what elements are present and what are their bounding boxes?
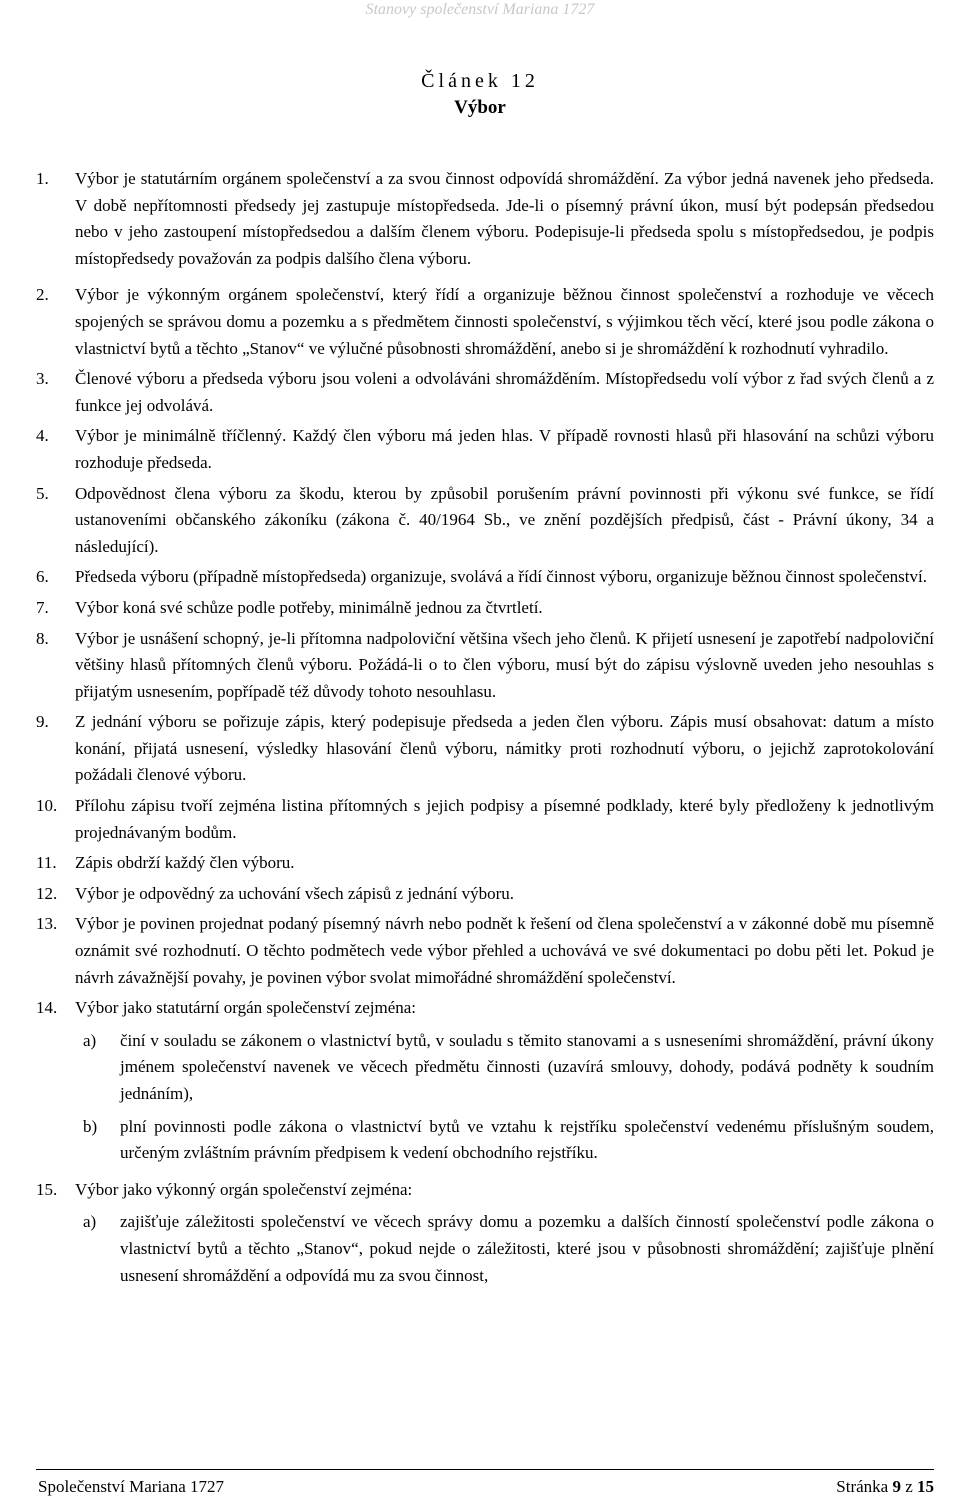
sub-item bbox=[75, 1114, 934, 1167]
page-prefix: Stránka bbox=[836, 1477, 889, 1496]
footer-organization: Společenství Mariana 1727 bbox=[38, 1477, 225, 1496]
item-text: Z jednání výboru se pořizuje zápis, který podepisuje předseda a jeden člen výboru. Zápis musí obsahovat: datum a místo konání, přijatá usnesení, výsledky hlasování členů výboru, námitky proti rozhodnutí výboru, o jejichž zaprotokolování požádali členové výboru. bbox=[75, 712, 934, 785]
item-text: Výbor jako statutární orgán společenství zejména: bbox=[75, 998, 417, 1018]
item-number: 4. bbox=[36, 426, 49, 446]
item-text: Zápis obdrží každý člen výboru. bbox=[75, 853, 295, 873]
sub-item bbox=[75, 1209, 934, 1289]
item-text: Výbor je usnášení schopný, je-li přítomna nadpoloviční většina všech jeho členů. K přijetí usnesení je zapotřebí nadpoloviční většiny hlasů přítomných členů výboru. Požádá-li o to člen výboru, musí být do zápisu výslovně uveden jeho nesouhlas s přijatým usnesením, popřípadě též důvody tohoto nesouhlasu. bbox=[75, 628, 934, 701]
item-number: 15. bbox=[36, 1179, 58, 1199]
sub-item-text: plní povinnosti podle zákona o vlastnictví bytů ve vztahu k rejstříku společenství vedenému příslušným soudem, určeným zvláštním právním předpisem k vedení obchodního rejstříku. bbox=[120, 1116, 934, 1163]
sub-item-label: a) bbox=[83, 1030, 97, 1050]
item-text: Výbor je statutárním orgánem společenství a za svou činnost odpovídá shromáždění. Za výbor jedná navenek jeho předseda. V době nepřítomnosti předsedy jej zastupuje místopředseda. Jde-li o písemný právní úkon, musí být podepsán předsedou nebo v jeho zastoupení místopředsedou a dalším členem výboru. Podepisuje-li předseda spolu s místopředsedou, je podpis místopředsedy považován za podpis dalšího člena výboru. bbox=[75, 169, 934, 268]
list-item bbox=[36, 793, 934, 846]
item-text-group bbox=[75, 1177, 934, 1295]
item-number: 14. bbox=[36, 998, 58, 1018]
list-item bbox=[36, 564, 934, 591]
item-number: 13. bbox=[36, 914, 58, 934]
article-title: Výbor bbox=[454, 97, 506, 118]
list-item bbox=[36, 595, 934, 622]
article-label: Článek 12 bbox=[421, 70, 539, 92]
list-item bbox=[36, 850, 934, 877]
item-text: Odpovědnost člena výboru za škodu, kterou by způsobil porušením právní povinnosti při výkonu své funkce, se řídí ustanoveními občanského zákoníku (zákona č. 40/1964 Sb., ve znění pozdějších předpisů, část - Právní úkony, 34 a následující). bbox=[75, 483, 934, 556]
item-text: Výbor je výkonným orgánem společenství, který řídí a organizuje běžnou činnost společenství a rozhoduje ve věcech spojených se správou domu a pozemku a s předmětem činnosti společenství, s výjimkou těch věcí, které jsou podle zákona o vlastnictví bytů a těchto „Stanov“ ve výlučné působnosti shromáždění, anebo si je shromáždění k rozhodnutí vyhradilo. bbox=[75, 285, 934, 358]
footer-page-number bbox=[836, 1475, 934, 1499]
list-item bbox=[36, 1177, 934, 1295]
list-item bbox=[36, 995, 934, 1173]
item-text: Výbor koná své schůze podle potřeby, minimálně jednou za čtvrtletí. bbox=[75, 597, 543, 617]
list-item bbox=[36, 626, 934, 706]
item-text: Přílohu zápisu tvoří zejména listina přítomných s jejich podpisy a písemné podklady, které byly předloženy k jednotlivým projednávaným bodům. bbox=[75, 796, 934, 842]
item-text: Výbor je povinen projednat podaný písemný návrh nebo podnět k řešení od člena společenství a v zákonné době mu písemně oznámit své rozhodnutí. O těchto podmětech vede výbor přehled a uchovává ve své dokumentaci po dobu pěti let. Pokud je návrh závažnější povahy, je povinen výbor svolat mimořádné shromáždění společenství. bbox=[75, 914, 934, 987]
item-number: 12. bbox=[36, 883, 58, 903]
item-number: 9. bbox=[36, 712, 49, 732]
item-number: 7. bbox=[36, 597, 49, 617]
article-content bbox=[36, 166, 934, 1299]
item-number: 11. bbox=[36, 853, 57, 873]
sub-item-text: zajišťuje záležitosti společenství ve věcech správy domu a pozemku a dalších činností společenství podle zákona o vlastnictví bytů a těchto „Stanov“, pokud nejde o záležitosti, které jsou v působnosti shromáždění; zajišťuje plnění usnesení shromáždění a odpovídá mu za svou činnost, bbox=[120, 1212, 934, 1285]
list-item bbox=[36, 709, 934, 789]
sub-item-label: b) bbox=[83, 1116, 98, 1136]
item-text: Výbor je minimálně tříčlenný. Každý člen výboru má jeden hlas. V případě rovnosti hlasů při hlasování na schůzi výboru rozhoduje předseda. bbox=[75, 426, 934, 472]
footer-divider bbox=[36, 1469, 934, 1470]
item-number: 6. bbox=[36, 567, 49, 587]
list-item bbox=[36, 881, 934, 908]
sub-item bbox=[75, 1028, 934, 1108]
sub-item-label: a) bbox=[83, 1212, 97, 1232]
item-text: Výbor je odpovědný za uchování všech zápisů z jednání výboru. bbox=[75, 883, 515, 903]
item-number: 10. bbox=[36, 796, 58, 816]
item-number: 5. bbox=[36, 483, 49, 503]
item-text: Členové výboru a předseda výboru jsou voleni a odvoláváni shromážděním. Místopředsedu volí výbor z řad svých členů a z funkce jej odvolává. bbox=[75, 369, 934, 415]
list-item bbox=[36, 366, 934, 419]
item-number: 8. bbox=[36, 628, 49, 648]
list-item bbox=[36, 282, 934, 362]
item-text: Výbor jako výkonný orgán společenství zejména: bbox=[75, 1179, 413, 1199]
page-separator: z bbox=[905, 1477, 913, 1496]
item-number: 1. bbox=[36, 169, 49, 188]
list-item bbox=[36, 481, 934, 561]
list-item bbox=[36, 166, 934, 272]
item-number: 2. bbox=[36, 285, 49, 305]
item-text-group bbox=[75, 995, 934, 1173]
item-text: Předseda výboru (případně místopředseda) organizuje, svolává a řídí činnost výboru, organizuje běžnou činnost společenství. bbox=[75, 567, 927, 587]
running-header: Stanovy společenství Mariana 1727 bbox=[365, 1, 595, 18]
list-item bbox=[36, 423, 934, 476]
sub-item-text: činí v souladu se zákonem o vlastnictví bytů, v souladu s těmito stanovami a s usneseními shromáždění, právní úkony jménem společenství navenek ve věcech předmětu činnosti (uzavírá smlouvy, dohody, podává podněty k soudním jednáním), bbox=[120, 1030, 934, 1103]
page-total: 15 bbox=[917, 1477, 934, 1496]
page-current: 9 bbox=[892, 1477, 901, 1496]
list-item bbox=[36, 911, 934, 991]
item-number: 3. bbox=[36, 369, 49, 389]
